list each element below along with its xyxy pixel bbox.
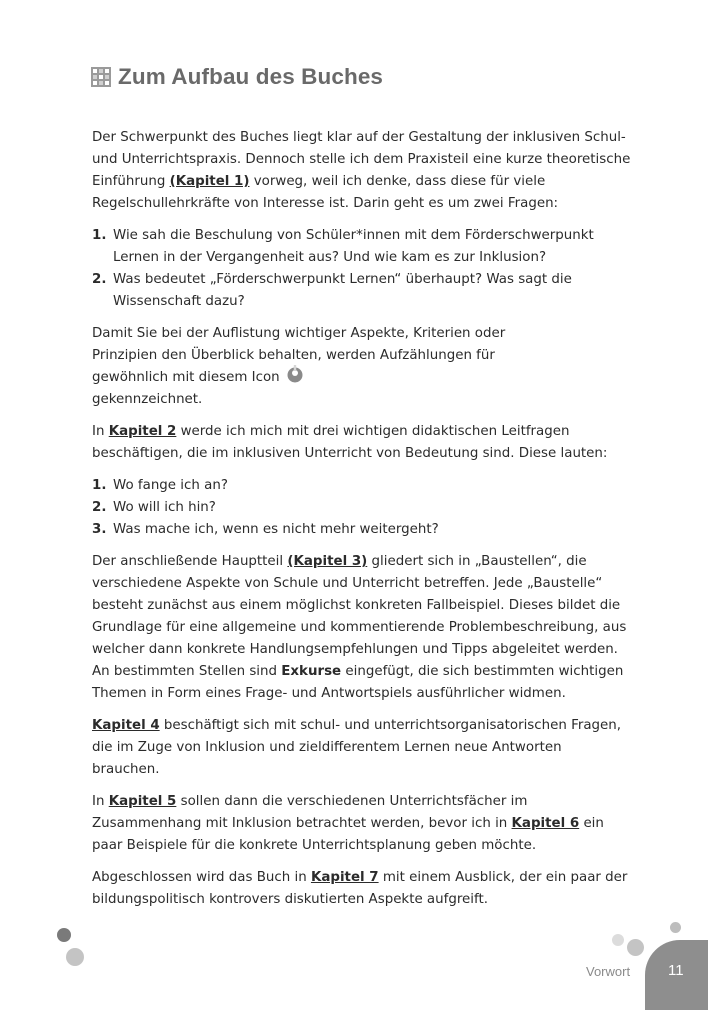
paragraph: [92, 127, 632, 215]
text: sollen dann die verschiedenen Unterrichtsfächer im Zusammenhang mit Inklusion betrachtet werden, bevor ich in: [92, 794, 528, 831]
list-text: Wie sah die Beschulung von Schüler*innen mit dem Förderschwerpunkt Lernen in der Vergangenheit aus? Und wie kam es zur Inklusion?: [113, 228, 594, 265]
numbered-list: [92, 475, 632, 541]
text: ein paar Beispiele für die konkrete Unterrichtsplanung geben möchte.: [92, 816, 604, 853]
paragraph: [92, 551, 632, 705]
text: beschäftigt sich mit schul- und unterrichtsorganisatorischen Fragen, die im Zuge von Inklusion und zieldifferentem Lernen neue Antworten brauchen.: [92, 718, 622, 777]
text: Damit Sie bei der Auflistung wichtiger Aspekte, Kriterien oder Prinzipien den Überblick behalten, werden Aufzählungen für gewöhnlich mit diesem Icon: [92, 326, 506, 385]
text: mit einem Ausblick, der ein paar der bildungspolitisch kontrovers diskutierten Aspekte aufgreift.: [92, 870, 628, 907]
text: In: [92, 794, 109, 809]
text: werde ich mich mit drei wichtigen didaktischen Leitfragen beschäftigen, die im inklusiven Unterricht von Bedeutung sind. Diese lauten:: [92, 424, 608, 461]
list-text: Was bedeutet „Förderschwerpunkt Lernen“ überhaupt? Was sagt die Wissenschaft dazu?: [113, 272, 572, 309]
chapter-ref: (Kapitel 3): [287, 554, 368, 569]
bulb-icon: [286, 365, 304, 383]
list-item: [92, 497, 632, 519]
paragraph: [92, 867, 632, 911]
chapter-ref: Kapitel 6: [511, 816, 580, 831]
paragraph: [92, 323, 632, 411]
chapter-ref: (Kapitel 1): [169, 174, 250, 189]
text: vorweg, weil ich denke, dass diese für viele Regelschullehrkräfte von Interesse ist. Darin geht es um zwei Fragen:: [92, 174, 559, 211]
text: Der Schwerpunkt des Buches liegt klar auf der Gestaltung der inklusiven Schul- und Unterrichtspraxis. Dennoch stelle ich dem Praxisteil eine kurze theoretische Einführung: [92, 130, 631, 189]
list-item: [92, 475, 632, 497]
text: gliedert sich in „Baustellen“, die verschiedene Aspekte von Schule und Unterricht betreffen. Jede „Baustelle“ besteht zunächst aus einem möglichst konkreten Fallbeispiel. Dieses bildet die Grundlage für eine allgemeine und kommentierende Problembeschreibung, aus welcher dann konkrete Handlungsempfehlungen und Tipps abgeleitet werden. An bestimmten Stellen sind: [92, 554, 627, 679]
text: Der anschließende Hauptteil: [92, 554, 288, 569]
page-number: 11: [668, 962, 684, 979]
page-title: Zum Aufbau des Buches: [118, 64, 384, 89]
bold-term: Exkurse: [281, 664, 342, 679]
list-item: [92, 225, 632, 269]
decorative-dot: [57, 928, 71, 942]
chapter-ref: Kapitel 4: [92, 718, 160, 733]
list-text: Was mache ich, wenn es nicht mehr weitergeht?: [113, 522, 439, 537]
decorative-dot: [66, 948, 84, 966]
list-number: 2.: [92, 272, 107, 287]
paragraph: [92, 421, 632, 465]
numbered-list: [92, 225, 632, 313]
grid-icon: [91, 67, 111, 87]
list-number: 1.: [92, 478, 107, 493]
list-number: 3.: [92, 522, 107, 537]
paragraph: [92, 715, 632, 781]
list-text: Wo fange ich an?: [113, 478, 228, 493]
chapter-ref: Kapitel 5: [108, 794, 177, 809]
chapter-ref: Kapitel 2: [108, 424, 177, 439]
text: gekennzeichnet.: [92, 392, 203, 407]
decorative-dot: [612, 934, 624, 946]
chapter-label: Vorwort: [586, 964, 631, 979]
section-heading: [91, 64, 383, 90]
list-item: [92, 269, 632, 313]
text: eingefügt, die sich bestimmten wichtigen Themen in Form eines Frage- und Antwortspiels ausführlicher widmen.: [92, 664, 624, 701]
text: In: [92, 424, 109, 439]
list-number: 1.: [92, 228, 107, 243]
chapter-ref: Kapitel 7: [310, 870, 379, 885]
list-number: 2.: [92, 500, 107, 515]
decorative-dot: [627, 939, 644, 956]
body-text: [92, 127, 632, 921]
list-item: [92, 519, 632, 541]
paragraph: [92, 791, 632, 857]
text: Abgeschlossen wird das Buch in: [92, 870, 311, 885]
list-text: Wo will ich hin?: [113, 500, 216, 515]
decorative-dot: [670, 922, 681, 933]
